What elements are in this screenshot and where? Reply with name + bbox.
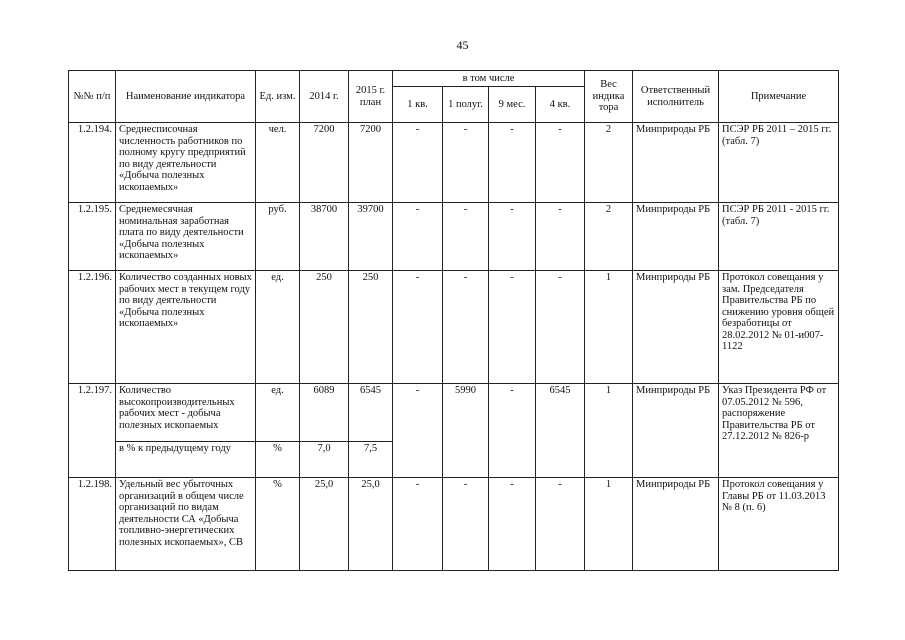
- row-name: Удельный вес убыточных организаций в общем числе организаций по видам деятельности СА «Добыча топливно-энергетических полезных ископаемых», СВ: [116, 478, 256, 571]
- row-unit: руб.: [256, 203, 300, 271]
- row-q1: -: [393, 123, 443, 203]
- row-q4: -: [536, 123, 585, 203]
- row-note: ПСЭР РБ 2011 - 2015 гг. (табл. 7): [719, 203, 839, 271]
- row-h1: -: [443, 203, 489, 271]
- row-unit: %: [256, 478, 300, 571]
- row-num: 1.2.197.: [69, 384, 116, 478]
- row-unit: чел.: [256, 123, 300, 203]
- table-row: [69, 271, 839, 384]
- row-2014: 25,0: [300, 478, 349, 571]
- row-note: Указ Президента РФ от 07.05.2012 № 596, распоряжение Правительства РБ от 27.12.2012 № 826-р: [719, 384, 839, 478]
- row-2015: 6545: [349, 384, 393, 442]
- header-weight: Вес индика тора: [585, 71, 633, 123]
- row-2015: 39700: [349, 203, 393, 271]
- header-2015: 2015 г. план: [349, 71, 393, 123]
- table-row: [69, 384, 839, 442]
- table-row: [69, 123, 839, 203]
- row-2015: 25,0: [349, 478, 393, 571]
- page-number: 45: [456, 38, 469, 52]
- row-h1: -: [443, 478, 489, 571]
- row-h1: -: [443, 123, 489, 203]
- header-q1: 1 кв.: [393, 87, 443, 123]
- row-q1: -: [393, 478, 443, 571]
- header-9m: 9 мес.: [489, 87, 536, 123]
- row-num: 1.2.196.: [69, 271, 116, 384]
- row-q4: 6545: [536, 384, 585, 478]
- row-2015: 250: [349, 271, 393, 384]
- header-num: №№ п/п: [69, 71, 116, 123]
- row-weight: 2: [585, 203, 633, 271]
- row-responsible: Минприроды РБ: [633, 123, 719, 203]
- subrow-2014: 7,0: [300, 442, 349, 478]
- header-responsible: Ответственный исполнитель: [633, 71, 719, 123]
- row-weight: 1: [585, 271, 633, 384]
- row-9m: -: [489, 478, 536, 571]
- row-name: Среднемесячная номинальная заработная плата по виду деятельности «Добыча полезных ископаемых»: [116, 203, 256, 271]
- row-weight: 1: [585, 478, 633, 571]
- row-9m: -: [489, 123, 536, 203]
- row-q1: -: [393, 384, 443, 478]
- table-row: [69, 203, 839, 271]
- row-responsible: Минприроды РБ: [633, 384, 719, 478]
- row-num: 1.2.194.: [69, 123, 116, 203]
- row-q4: -: [536, 203, 585, 271]
- row-num: 1.2.198.: [69, 478, 116, 571]
- row-responsible: Минприроды РБ: [633, 478, 719, 571]
- row-name: Количество созданных новых рабочих мест в текущем году по виду деятельности «Добыча полезных ископаемых»: [116, 271, 256, 384]
- row-q4: -: [536, 271, 585, 384]
- subrow-unit: %: [256, 442, 300, 478]
- row-weight: 1: [585, 384, 633, 478]
- header-unit: Ед. изм.: [256, 71, 300, 123]
- row-q1: -: [393, 271, 443, 384]
- row-2014: 6089: [300, 384, 349, 442]
- header-h1: 1 полуг.: [443, 87, 489, 123]
- row-9m: -: [489, 203, 536, 271]
- row-2014: 7200: [300, 123, 349, 203]
- row-note: ПСЭР РБ 2011 – 2015 гг. (табл. 7): [719, 123, 839, 203]
- row-9m: -: [489, 384, 536, 478]
- row-note: Протокол совещания у Главы РБ от 11.03.2013 № 8 (п. 6): [719, 478, 839, 571]
- row-unit: ед.: [256, 384, 300, 442]
- row-q4: -: [536, 478, 585, 571]
- row-h1: 5990: [443, 384, 489, 478]
- subrow-2015: 7,5: [349, 442, 393, 478]
- row-num: 1.2.195.: [69, 203, 116, 271]
- row-2015: 7200: [349, 123, 393, 203]
- row-responsible: Минприроды РБ: [633, 203, 719, 271]
- row-unit: ед.: [256, 271, 300, 384]
- row-name: Количество высокопроизводительных рабочих мест - добыча полезных ископаемых: [116, 384, 256, 442]
- row-h1: -: [443, 271, 489, 384]
- row-name: Среднесписочная численность работников по полному кругу предприятий по виду деятельности «Добыча полезных ископаемых»: [116, 123, 256, 203]
- row-note: Протокол совещания у зам. Председателя Правительства РБ по снижению уровня общей безработицы от 28.02.2012 № 01-и007-1122: [719, 271, 839, 384]
- indicators-table: [68, 70, 839, 571]
- header-name: Наименование индикатора: [116, 71, 256, 123]
- row-2014: 38700: [300, 203, 349, 271]
- table-row: [69, 478, 839, 571]
- header-2014: 2014 г.: [300, 71, 349, 123]
- row-9m: -: [489, 271, 536, 384]
- header-including: в том числе: [393, 71, 585, 87]
- header-q4: 4 кв.: [536, 87, 585, 123]
- row-2014: 250: [300, 271, 349, 384]
- subrow-name: в % к предыдущему году: [116, 442, 256, 478]
- row-weight: 2: [585, 123, 633, 203]
- table-header: [69, 71, 839, 123]
- header-note: Примечание: [719, 71, 839, 123]
- row-responsible: Минприроды РБ: [633, 271, 719, 384]
- row-q1: -: [393, 203, 443, 271]
